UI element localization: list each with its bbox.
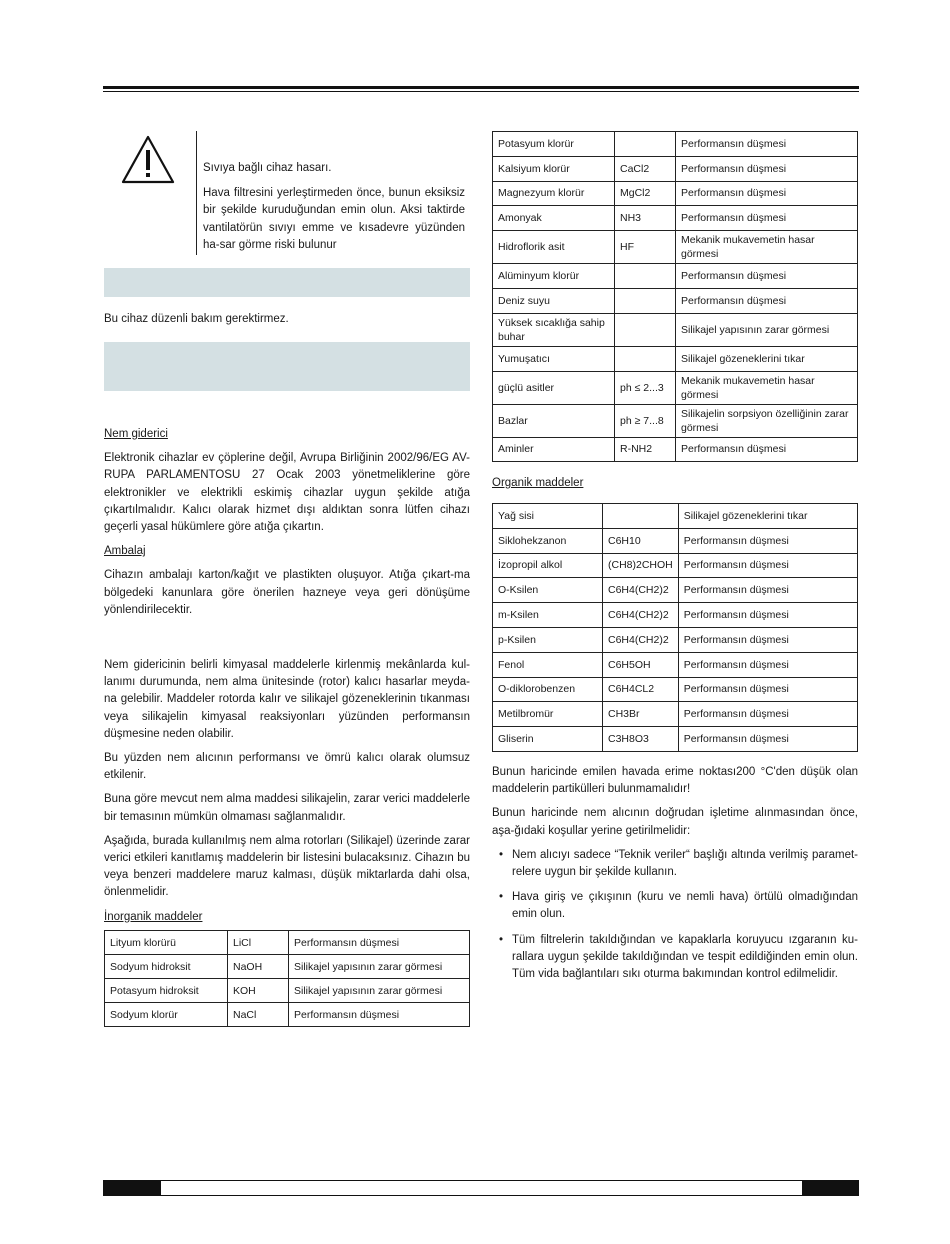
table-row — [493, 288, 858, 313]
substance-cell: İzopropil alkol — [493, 553, 603, 578]
table-row — [493, 206, 858, 231]
substance-cell: Siklohekzanon — [493, 528, 603, 553]
table-row — [105, 955, 470, 979]
substance-cell: Hidroflorik asit — [493, 231, 615, 264]
effect-cell: Silikajel yapısının zarar görmesi — [289, 979, 470, 1003]
formula-cell: C6H10 — [603, 528, 679, 553]
formula-cell: LiCl — [228, 931, 289, 955]
inorganic-heading: İnorganik maddeler — [104, 910, 203, 923]
warning-title: Sıvıya bağlı cihaz hasarı. — [203, 162, 332, 174]
effect-cell: Performansın düşmesi — [289, 931, 470, 955]
formula-cell: MgCl2 — [615, 181, 676, 206]
footer-bar — [103, 1180, 859, 1196]
right-paragraph-2: Bunun haricinde nem alıcının doğrudan işletime alınmasından önce, aşa-ğıdaki koşullar yerine getirilmelidir: — [492, 807, 858, 837]
table-row — [493, 504, 858, 529]
bullet-icon: • — [499, 891, 504, 904]
effect-cell: Silikajelin sorpsiyon özelliğinin zarar görmesi — [676, 404, 858, 437]
table-row — [105, 979, 470, 1003]
formula-cell: ph ≤ 2...3 — [615, 371, 676, 404]
section-heading-bar-disposal — [104, 342, 470, 391]
table-row — [493, 371, 858, 404]
chemicals-paragraph-2: Bu yüzden nem alıcının performansı ve ömrü kalıcı olarak olumsuz etkilenir. — [104, 752, 470, 782]
effect-cell: Performansın düşmesi — [289, 1003, 470, 1027]
formula-cell: KOH — [228, 979, 289, 1003]
list-item: • Hava giriş ve çıkışının (kuru ve nemli hava) örtülü olmadığından emin olun. — [499, 891, 858, 921]
chemicals-paragraph-1: Nem gidericinin belirli kimyasal maddelerle kirlenmiş mekânlarda kul-lanımı durumunda, nem alma ünitesinde (rotor) kalıcı hasarlar meyda-na gelebilir. Maddeler rotorda kalır ve silikajel gözeneklerinin tıkanması veya silikajelin kimyasal reaksiyonları yüzünden performansın düşmesine neden olabilir. — [104, 659, 470, 740]
table-row — [493, 578, 858, 603]
list-item: • Tüm filtrelerin takıldığından ve kapaklarla koruyucu ızgaranın ku-rallara uygun şekilde takıldığından ve tespit edildiğinden emin olun. Tüm vida bağlantıları sıkı oturma bakımından kontrol edilmelidir. — [499, 933, 858, 981]
effect-cell: Performansın düşmesi — [678, 627, 857, 652]
effect-cell: Performansın düşmesi — [678, 528, 857, 553]
table-row — [493, 181, 858, 206]
left-column-chemicals — [104, 657, 470, 933]
effect-cell: Silikajel yapısının zarar görmesi — [676, 313, 858, 346]
substance-cell: Potasyum hidroksit — [105, 979, 228, 1003]
formula-cell — [603, 504, 679, 529]
warning-text — [203, 160, 465, 262]
table-row — [493, 627, 858, 652]
substance-cell: Aminler — [493, 437, 615, 462]
formula-cell: NaCl — [228, 1003, 289, 1027]
footer-block-left — [103, 1180, 161, 1196]
chemicals-paragraph-4: Aşağıda, burada kullanılmış nem alma rotorları (Silikajel) üzerinde zarar verici etkileri kanıtlamış maddelerin bir listesini bulacaksınız. Cihazın bu veya benzeri maddelere maruz kalması, düşük miktarlarda dahi olsa, önlenmelidir. — [104, 834, 470, 899]
inorganic-table-2 — [492, 131, 858, 462]
substance-cell: Metilbromür — [493, 702, 603, 727]
effect-cell: Mekanik mukavemetin hasar görmesi — [676, 231, 858, 264]
right-paragraph-1: Bunun haricinde emilen havada erime noktası200 °C'den düşük olan maddelerin partikülleri bulunmamalıdır! — [492, 766, 858, 796]
substance-cell: Amonyak — [493, 206, 615, 231]
list-item: • Nem alıcıyı sadece “Teknik veriler“ başlığı altında verilmiş paramet-relere uygun bir şekilde kullanın. — [499, 848, 858, 879]
formula-cell: CaCl2 — [615, 156, 676, 181]
formula-cell — [615, 132, 676, 157]
substance-cell: Deniz suyu — [493, 288, 615, 313]
right-column-text — [492, 764, 858, 991]
table-row — [493, 727, 858, 752]
formula-cell: ph ≥ 7...8 — [615, 404, 676, 437]
formula-cell — [615, 346, 676, 371]
substance-cell: Bazlar — [493, 404, 615, 437]
table-row — [493, 156, 858, 181]
effect-cell: Performansın düşmesi — [676, 288, 858, 313]
effect-cell: Performansın düşmesi — [676, 156, 858, 181]
effect-cell: Silikajel gözeneklerini tıkar — [676, 346, 858, 371]
header-rule-thick — [103, 86, 859, 89]
substance-cell: Potasyum klorür — [493, 132, 615, 157]
formula-cell — [615, 313, 676, 346]
formula-cell: (CH8)2CHOH — [603, 553, 679, 578]
formula-cell — [615, 288, 676, 313]
substance-cell: Kalsiyum klorür — [493, 156, 615, 181]
substance-cell: güçlü asitler — [493, 371, 615, 404]
organic-table — [492, 503, 858, 752]
table-row — [105, 1003, 470, 1027]
table-row — [493, 313, 858, 346]
effect-cell: Performansın düşmesi — [678, 578, 857, 603]
bullet-icon: • — [499, 933, 504, 946]
formula-cell — [615, 264, 676, 289]
effect-cell: Performansın düşmesi — [678, 702, 857, 727]
formula-cell: C6H4CL2 — [603, 677, 679, 702]
effect-cell: Silikajel yapısının zarar görmesi — [289, 955, 470, 979]
effect-cell: Mekanik mukavemetin hasar görmesi — [676, 371, 858, 404]
effect-cell: Performansın düşmesi — [678, 677, 857, 702]
footer-block-right — [802, 1180, 859, 1196]
table-row — [105, 931, 470, 955]
section-heading-bar-maintenance — [104, 268, 470, 297]
table-row — [493, 652, 858, 677]
formula-cell: C6H4(CH2)2 — [603, 603, 679, 628]
effect-cell: Performansın düşmesi — [678, 603, 857, 628]
substance-cell: Gliserin — [493, 727, 603, 752]
formula-cell: C3H8O3 — [603, 727, 679, 752]
table-row — [493, 528, 858, 553]
table-row — [493, 132, 858, 157]
formula-cell: HF — [615, 231, 676, 264]
bullet-icon: • — [499, 848, 504, 861]
effect-cell: Performansın düşmesi — [676, 264, 858, 289]
packaging-heading: Ambalaj — [104, 545, 146, 558]
substance-cell: Sodyum klorür — [105, 1003, 228, 1027]
left-column — [104, 426, 470, 626]
substance-cell: O-diklorobenzen — [493, 677, 603, 702]
substance-cell: Yağ sisi — [493, 504, 603, 529]
substance-cell: Yumuşatıcı — [493, 346, 615, 371]
substance-cell: Magnezyum klorür — [493, 181, 615, 206]
substance-cell: Sodyum hidroksit — [105, 955, 228, 979]
table-row — [493, 404, 858, 437]
substance-cell: Yüksek sıcaklığa sahip buhar — [493, 313, 615, 346]
table-row — [493, 264, 858, 289]
effect-cell: Performansın düşmesi — [678, 727, 857, 752]
inorganic-table-1 — [104, 930, 470, 1027]
warning-triangle-icon — [120, 133, 176, 185]
substance-cell: O-Ksilen — [493, 578, 603, 603]
substance-cell: p-Ksilen — [493, 627, 603, 652]
effect-cell: Silikajel gözeneklerini tıkar — [678, 504, 857, 529]
formula-cell: NH3 — [615, 206, 676, 231]
effect-cell: Performansın düşmesi — [676, 437, 858, 462]
formula-cell: R-NH2 — [615, 437, 676, 462]
packaging-text: Cihazın ambalajı karton/kağıt ve plastikten oluşuyor. Atığa çıkart-ma bölgedeki kanunlara göre önerilen hazneye veya geri dönüşüme yönlendirilecektir. — [104, 569, 470, 616]
table-row — [493, 553, 858, 578]
disposal-text: Elektronik cihazlar ev çöplerine değil, Avrupa Birliğinin 2002/96/EG AV-RUPA PARLAMENTOSU 27 Ocak 2003 yönetmeliklerine göre elektronikler ve elektrikli eskimiş cihazlar uygun şekilde atığa çıkartılmalıdır. Kalıcı olarak hizmet dışı aldıktan sonra lütfen cihazı geçerli yasal hükümlere göre atığa çıkartın. — [104, 452, 470, 534]
table-row — [493, 677, 858, 702]
table-row — [493, 603, 858, 628]
substance-cell: Fenol — [493, 652, 603, 677]
substance-cell: Alüminyum klorür — [493, 264, 615, 289]
table-row — [493, 346, 858, 371]
table-row — [493, 231, 858, 264]
organic-heading: Organik maddeler — [492, 477, 584, 489]
warning-body: Hava filtresini yerleştirmeden önce, bunun eksiksiz bir şekilde kuruduğundan emin olun. Aksi taktirde vantilatörün sıvıyı emme ve kısadevre yüzünden ha-sar görme riski bulunur — [203, 186, 465, 251]
formula-cell: C6H5OH — [603, 652, 679, 677]
formula-cell: NaOH — [228, 955, 289, 979]
formula-cell: C6H4(CH2)2 — [603, 578, 679, 603]
requirements-list — [492, 847, 858, 983]
effect-cell: Performansın düşmesi — [676, 181, 858, 206]
substance-cell: Lityum klorürü — [105, 931, 228, 955]
chemicals-paragraph-3: Buna göre mevcut nem alma maddesi silikajelin, zarar verici maddelerle bir temasının mümkün olmaması sağlanmalıdır. — [104, 793, 470, 823]
maintenance-text: Bu cihaz düzenli bakım gerektirmez. — [104, 313, 289, 325]
header-rule-thin — [103, 91, 859, 92]
warning-separator — [196, 131, 197, 255]
disposal-heading: Nem giderici — [104, 428, 168, 440]
table-row — [493, 437, 858, 462]
formula-cell: C6H4(CH2)2 — [603, 627, 679, 652]
effect-cell: Performansın düşmesi — [678, 553, 857, 578]
effect-cell: Performansın düşmesi — [678, 652, 857, 677]
formula-cell: CH3Br — [603, 702, 679, 727]
effect-cell: Performansın düşmesi — [676, 132, 858, 157]
table-row — [493, 702, 858, 727]
effect-cell: Performansın düşmesi — [676, 206, 858, 231]
substance-cell: m-Ksilen — [493, 603, 603, 628]
